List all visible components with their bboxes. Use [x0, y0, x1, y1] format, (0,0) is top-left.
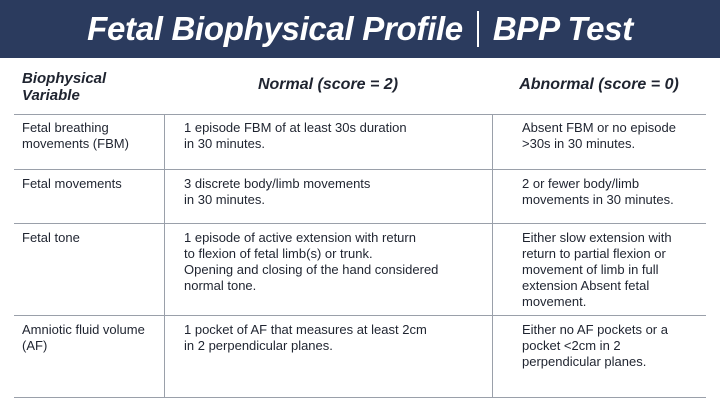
- cell-variable: Fetal breathing movements (FBM): [22, 120, 129, 151]
- header-normal: Normal (score = 2): [257, 76, 399, 93]
- cell-abnormal: 2 or fewer body/limb movements in 30 minutes.: [522, 176, 674, 207]
- cell-normal: 1 episode of active extension with return to flexion of fetal limb(s) or trunk. Opening and closing of the hand considered normal tone.: [184, 230, 439, 293]
- cell-normal: 1 pocket of AF that measures at least 2cm in 2 perpendicular planes.: [184, 322, 427, 353]
- cell-abnormal: Either no AF pockets or a pocket <2cm in 2 perpendicular planes.: [522, 322, 668, 369]
- table-row-fbm: [14, 114, 706, 170]
- cell-abnormal: Absent FBM or no episode >30s in 30 minutes.: [522, 120, 676, 151]
- title-banner: [0, 0, 720, 58]
- table-header-row: [14, 60, 706, 115]
- title-divider: [477, 11, 479, 47]
- cell-variable: Fetal movements: [22, 176, 122, 191]
- bpp-table: [14, 60, 706, 398]
- title-left: Fetal Biophysical Profile: [87, 10, 463, 47]
- header-variable: Biophysical Variable: [22, 70, 107, 104]
- cell-normal: 1 episode FBM of at least 30s duration in 30 minutes.: [184, 120, 407, 151]
- column-divider-2: [492, 114, 493, 398]
- cell-variable: Amniotic fluid volume (AF): [22, 322, 145, 353]
- column-divider-1: [164, 114, 165, 398]
- cell-variable: Fetal tone: [22, 230, 80, 245]
- table-row-movements: [14, 170, 706, 224]
- table-row-af: [14, 316, 706, 398]
- header-abnormal: Abnormal (score = 0): [519, 76, 679, 93]
- cell-normal: 3 discrete body/limb movements in 30 minutes.: [184, 176, 371, 207]
- cell-abnormal: Either slow extension with return to partial flexion or movement of limb in full extension Absent fetal movement.: [522, 230, 672, 309]
- title-right: BPP Test: [492, 10, 633, 47]
- table-row-tone: [14, 224, 706, 316]
